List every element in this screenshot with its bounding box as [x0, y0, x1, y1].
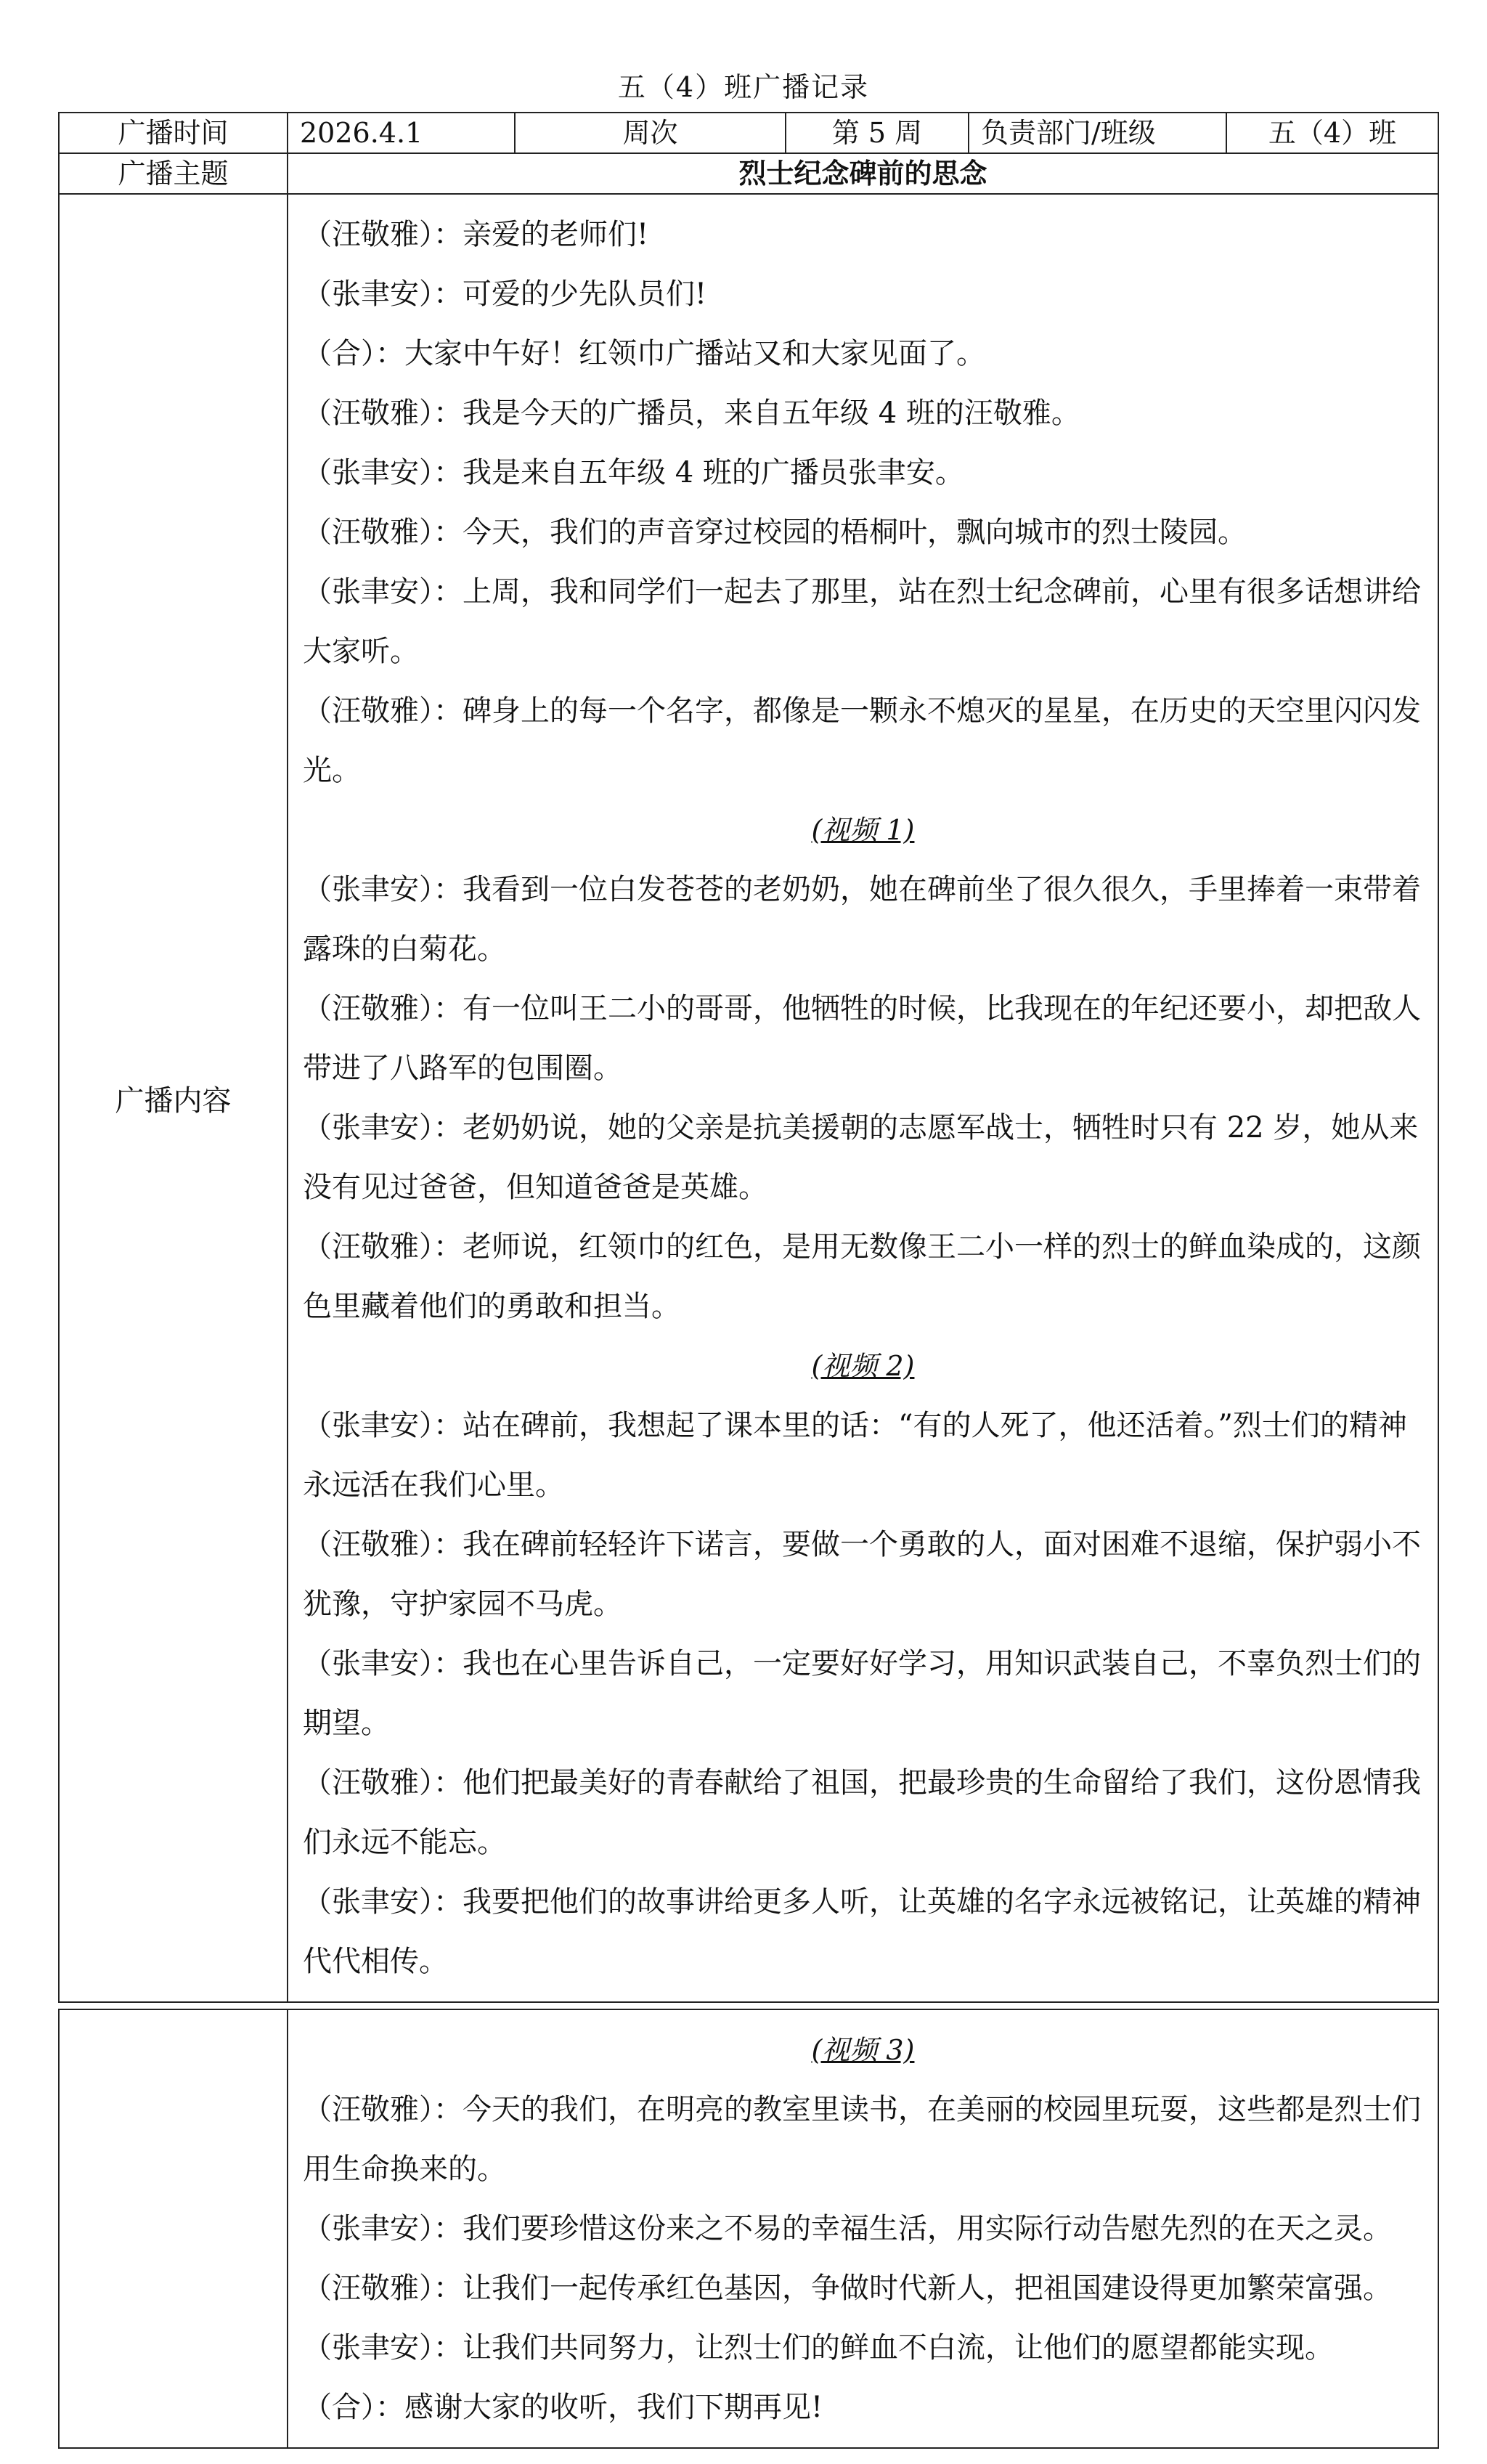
speaker-name: （汪敬雅） — [303, 397, 433, 430]
speaker-separator: ： — [433, 2093, 463, 2126]
dialogue-text: 亲爱的老师们! — [463, 218, 649, 251]
empty-label-cell — [59, 2009, 288, 2448]
speaker-name: （张聿安） — [303, 575, 433, 609]
dialogue-line — [303, 1872, 1423, 1991]
speaker-name: （汪敬雅） — [303, 1230, 433, 1264]
dialogue-text: 今天的我们，在明亮的教室里读书，在美丽的校园里玩耍，这些都是烈士们用生命换来的。 — [303, 2093, 1421, 2186]
speaker-name: （张聿安） — [303, 1111, 433, 1144]
content-body-continued — [288, 2009, 1438, 2448]
speaker-name: （张聿安） — [303, 2331, 433, 2365]
speaker-separator: ： — [375, 2391, 404, 2424]
dialogue-text: 可爱的少先队员们! — [463, 277, 707, 311]
dialogue-text: 他们把最美好的青春献给了祖国，把最珍贵的生命留给了我们，这份恩情我们永远不能忘。 — [303, 1766, 1421, 1859]
dialogue-line — [303, 1753, 1423, 1872]
dialogue-line — [303, 503, 1423, 562]
video-marker-text: (视频 3) — [811, 2034, 915, 2066]
video-marker-text: (视频 1) — [811, 814, 915, 846]
speaker-name: （汪敬雅） — [303, 516, 433, 549]
dialogue-line — [303, 324, 1423, 383]
dialogue-line — [303, 383, 1423, 443]
speaker-name: （汪敬雅） — [303, 1528, 433, 1561]
dialogue-line — [303, 1217, 1423, 1336]
speaker-name: （汪敬雅） — [303, 1766, 433, 1800]
dialogue-line — [303, 562, 1423, 681]
speaker-separator: ： — [375, 337, 404, 370]
topic-label: 广播主题 — [59, 153, 288, 194]
speaker-name: （汪敬雅） — [303, 992, 433, 1025]
speaker-name: （汪敬雅） — [303, 2093, 433, 2126]
dialogue-line — [303, 979, 1423, 1098]
speaker-name: （张聿安） — [303, 2212, 433, 2245]
speaker-separator: ： — [433, 992, 463, 1025]
broadcast-record-table-continued — [58, 2009, 1439, 2449]
speaker-separator: ： — [433, 1885, 463, 1919]
video-marker-text: (视频 2) — [811, 1350, 915, 1382]
speaker-name: （张聿安） — [303, 1409, 433, 1442]
dialogue-text: 我是来自五年级 4 班的广播员张聿安。 — [463, 456, 964, 489]
speaker-separator: ： — [433, 218, 463, 251]
dialogue-text: 大家中午好！红领巾广播站又和大家见面了。 — [404, 337, 985, 370]
content-body — [288, 194, 1438, 2002]
dialogue-text: 我在碑前轻轻许下诺言，要做一个勇敢的人，面对困难不退缩，保护弱小不犹豫，守护家园不马虎。 — [303, 1528, 1421, 1621]
dialogue-line — [303, 205, 1423, 264]
speaker-name: （合） — [303, 2391, 375, 2424]
dialogue-text: 有一位叫王二小的哥哥，他牺牲的时候，比我现在的年纪还要小，却把敌人带进了八路军的包围圈。 — [303, 992, 1421, 1085]
speaker-separator: ： — [433, 873, 463, 906]
document-title: 五（4）班广播记录 — [617, 71, 870, 103]
speaker-name: （汪敬雅） — [303, 2272, 433, 2305]
speaker-name: （张聿安） — [303, 277, 433, 311]
dialogue-line — [303, 2318, 1423, 2378]
speaker-separator: ： — [433, 1409, 463, 1442]
speaker-name: （汪敬雅） — [303, 218, 433, 251]
content-row-continued — [59, 2009, 1438, 2448]
speaker-separator: ： — [433, 2272, 463, 2305]
speaker-separator: ： — [433, 2331, 463, 2365]
time-label: 广播时间 — [59, 113, 288, 153]
speaker-separator: ： — [433, 1111, 463, 1144]
dialogue-line — [303, 2258, 1423, 2318]
dialogue-line — [303, 443, 1423, 503]
dialogue-line — [303, 1634, 1423, 1753]
speaker-name: （张聿安） — [303, 873, 433, 906]
dialogue-line — [303, 1396, 1423, 1515]
video-marker — [303, 2020, 1423, 2080]
dialogue-text: 我是今天的广播员，来自五年级 4 班的汪敬雅。 — [463, 397, 1080, 430]
dialogue-text: 上周，我和同学们一起去了那里，站在烈士纪念碑前，心里有很多话想讲给大家听。 — [303, 575, 1421, 668]
dialogue-text: 老奶奶说，她的父亲是抗美援朝的志愿军战士，牺牲时只有 22 岁，她从来没有见过爸爸，但知道爸爸是英雄。 — [303, 1111, 1419, 1204]
time-value: 2026.4.1 — [288, 113, 515, 153]
broadcast-record-table — [58, 112, 1439, 2003]
speaker-separator: ： — [433, 1766, 463, 1800]
dialogue-text: 我也在心里告诉自己，一定要好好学习，用知识武装自己，不辜负烈士们的期望。 — [303, 1647, 1421, 1740]
dialogue-line — [303, 1098, 1423, 1217]
week-label: 周次 — [515, 113, 786, 153]
video-marker — [303, 800, 1423, 860]
dialogue-text: 碑身上的每一个名字，都像是一颗永不熄灭的星星，在历史的天空里闪闪发光。 — [303, 694, 1421, 787]
dialogue-line — [303, 264, 1423, 324]
header-row — [59, 113, 1438, 153]
speaker-name: （张聿安） — [303, 1885, 433, 1919]
speaker-separator: ： — [433, 1528, 463, 1561]
speaker-separator: ： — [433, 575, 463, 609]
speaker-separator: ： — [433, 397, 463, 430]
speaker-separator: ： — [433, 1230, 463, 1264]
video-marker — [303, 1336, 1423, 1396]
topic-value: 烈士纪念碑前的思念 — [288, 153, 1438, 194]
speaker-separator: ： — [433, 456, 463, 489]
speaker-name: （汪敬雅） — [303, 694, 433, 728]
speaker-separator: ： — [433, 277, 463, 311]
dialogue-line — [303, 2199, 1423, 2258]
dialogue-line — [303, 1515, 1423, 1634]
dialogue-text: 让我们共同努力，让烈士们的鲜血不白流，让他们的愿望都能实现。 — [463, 2331, 1334, 2365]
speaker-name: （张聿安） — [303, 456, 433, 489]
dialogue-text: 我要把他们的故事讲给更多人听，让英雄的名字永远被铭记，让英雄的精神代代相传。 — [303, 1885, 1421, 1978]
dialogue-text: 让我们一起传承红色基因，争做时代新人，把祖国建设得更加繁荣富强。 — [463, 2272, 1392, 2305]
dialogue-text: 我们要珍惜这份来之不易的幸福生活，用实际行动告慰先烈的在天之灵。 — [463, 2212, 1392, 2245]
content-label: 广播内容 — [59, 194, 288, 2002]
dept-label: 负责部门/班级 — [969, 113, 1226, 153]
speaker-separator: ： — [433, 2212, 463, 2245]
speaker-separator: ： — [433, 516, 463, 549]
dialogue-text: 我看到一位白发苍苍的老奶奶，她在碑前坐了很久很久，手里捧着一束带着露珠的白菊花。 — [303, 873, 1421, 966]
speaker-name: （合） — [303, 337, 375, 370]
speaker-name: （张聿安） — [303, 1647, 433, 1680]
dialogue-line — [303, 2080, 1423, 2199]
dialogue-text: 老师说，红领巾的红色，是用无数像王二小一样的烈士的鲜血染成的，这颜色里藏着他们的勇敢和担当。 — [303, 1230, 1421, 1323]
speaker-separator: ： — [433, 1647, 463, 1680]
dialogue-text: 感谢大家的收听，我们下期再见! — [404, 2391, 823, 2424]
content-row — [59, 194, 1438, 2002]
dialogue-line — [303, 860, 1423, 979]
dialogue-text: 站在碑前，我想起了课本里的话：“有的人死了，他还活着。”烈士们的精神永远活在我们心里。 — [303, 1409, 1407, 1502]
dept-value: 五（4）班 — [1226, 113, 1438, 153]
dialogue-text: 今天，我们的声音穿过校园的梧桐叶，飘向城市的烈士陵园。 — [463, 516, 1247, 549]
topic-row — [59, 153, 1438, 194]
dialogue-line — [303, 681, 1423, 800]
week-value: 第 5 周 — [786, 113, 969, 153]
speaker-separator: ： — [433, 694, 463, 728]
dialogue-line — [303, 2378, 1423, 2437]
